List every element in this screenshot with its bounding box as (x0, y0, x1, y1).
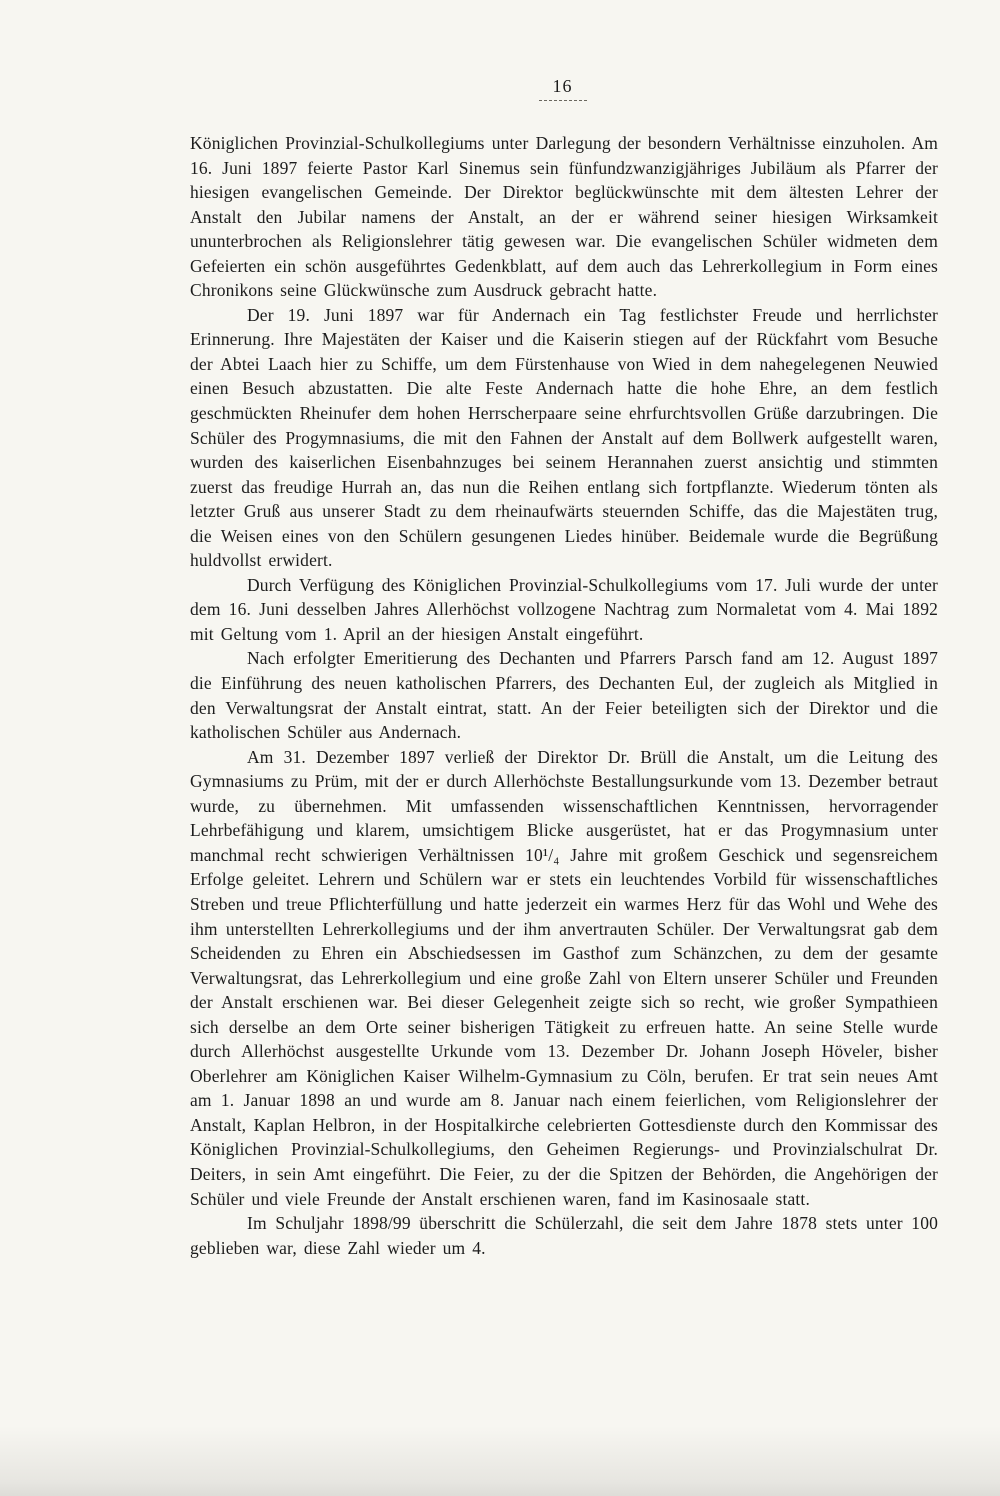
paragraph-kaiser-visit: Der 19. Juni 1897 war für Andernach ein Tag festlichster Freude und herrlichster Erinnerung. Ihre Majestäten der Kaiser und die Kaiserin stiegen auf der Rückfahrt vom Besuche der Abtei Laach hier zu Schiffe, um dem Fürstenhause von Wied in dem nahegelegenen Neuwied einen Besuch abzustatten. Die alte Feste Andernach hatte die hohe Ehre, an dem festlich geschmückten Rheinufer dem hohen Herrscherpaare seine ehrfurchtsvollen Grüße darzubringen. Die Schüler des Progymnasiums, die mit den Fahnen der Anstalt auf dem Bollwerk aufgestellt waren, wurden des kaiserlichen Eisenbahnzuges bei seinem Herannahen zuerst ansichtig und stimmten zuerst das freudige Hurrah an, das nun die Reihen entlang sich fortpflanzte. Wiederum tönten als letzter Gruß aus unserer Stadt zu dem rheinaufwärts steuernden Schiffe, das die Majestäten trug, die Weisen eines von den Schülern gesungenen Liedes hinüber. Beidemale wurde die Begrüßung huldvollst erwidert. (190, 304, 938, 571)
page-number: 16 (539, 76, 587, 101)
paragraph-dechant-eul: Nach erfolgter Emeritierung des Dechanten und Pfarrers Parsch fand am 12. August 1897 die Einführung des neuen katholischen Pfarrers, des Dechanten Eul, der zugleich als Mitglied in den Verwaltungsrat der Anstalt eintrat, statt. An der Feier beteiligten sich der Direktor und die katholischen Schüler aus Andernach. (190, 648, 938, 743)
paragraph-direktor-wechsel: Am 31. Dezember 1897 verließ der Direktor Dr. Brüll die Anstalt, um die Leitung des Gymnasiums zu Prüm, mit der er durch Allerhöchste Bestallungsurkunde vom 13. Dezember betraut wurde, zu übernehmen. Mit umfassenden wissenschaftlichen Kenntnissen, hervorragender Lehrbefähigung und klarem, umsichtigem Blicke ausgerüstet, hat er das Progymnasium unter manchmal recht schwierigen Verhältnissen 10¹/₄ Jahre mit großem Geschick und segensreichem Erfolge geleitet. Lehrern und Schülern war er stets ein leuchtendes Vorbild für wissenschaftliches Streben und treue Pflichterfüllung und hatte jederzeit ein warmes Herz für das Wohl und Wehe des ihm unterstellten Lehrerkollegiums und der ihm anvertrauten Schüler. Der Verwaltungsrat gab dem Scheidenden zu Ehren ein Abschiedsessen im Gasthof zum Schänzchen, zu dem der gesamte Verwaltungsrat, das Lehrerkollegium und eine große Zahl von Eltern unserer Schüler und Freunden der Anstalt erschienen war. Bei dieser Gelegenheit zeigte sich so recht, wie großer Sympathieen sich derselbe an dem Orte seiner bisherigen Tätigkeit zu erfreuen hatte. An seine Stelle wurde durch Allerhöchst ausgestellte Urkunde vom 13. Dezember Dr. Johann Joseph Höveler, bisher Oberlehrer am Königlichen Kaiser Wilhelm-Gymnasium zu Cöln, berufen. Er trat sein neues Amt am 1. Januar 1898 an und wurde am 8. Januar nach einem feierlichen, vom Religionslehrer der Anstalt, Kaplan Helbron, in der Hospitalkirche celebrierten Gottesdienste durch den Kommissar des Königlichen Provinzial-Schulkollegiums, den Geheimen Regierungs- und Provinzialschulrat Dr. Deiters, in sein Amt eingeführt. Die Feier, zu der die Spitzen der Behörden, die Angehörigen der Schüler und viele Freunde der Anstalt erschienen waren, fand im Kasinosaale statt. (190, 746, 938, 1209)
paragraph-continuation: Königlichen Provinzial-Schulkollegiums unter Darlegung der besondern Verhältnisse einzuholen. Am 16. Juni 1897 feierte Pastor Karl Sinemus sein fünfundzwanzigjähriges Jubiläum als Pfarrer der hiesigen evangelischen Gemeinde. Der Direktor beglückwünschte mit dem ältesten Lehrer der Anstalt den Jubilar namens der Anstalt, an der er während seiner hiesigen Wirksamkeit ununterbrochen als Religionslehrer tätig gewesen war. Die evangelischen Schüler widmeten dem Gefeierten ein schön ausgeführtes Gedenkblatt, auf dem auch das Lehrerkollegium in Form eines Chronikons seine Glückwünsche zum Ausdruck gebracht hatte. (190, 133, 938, 301)
page-header (190, 76, 935, 101)
paragraph-schuelerzahl: Im Schuljahr 1898/99 überschritt die Schülerzahl, die seit dem Jahre 1878 stets unter 100 geblieben war, diese Zahl wieder um 4. (190, 1213, 938, 1258)
paragraph-nachtrag-normaletat: Durch Verfügung des Königlichen Provinzial-Schulkollegiums vom 17. Juli wurde der unter dem 16. Juni desselben Jahres Allerhöchst vollzogene Nachtrag zum Normaletat vom 4. Mai 1892 mit Geltung vom 1. April an der hiesigen Anstalt eingeführt. (190, 574, 938, 644)
text-block (190, 131, 938, 1260)
